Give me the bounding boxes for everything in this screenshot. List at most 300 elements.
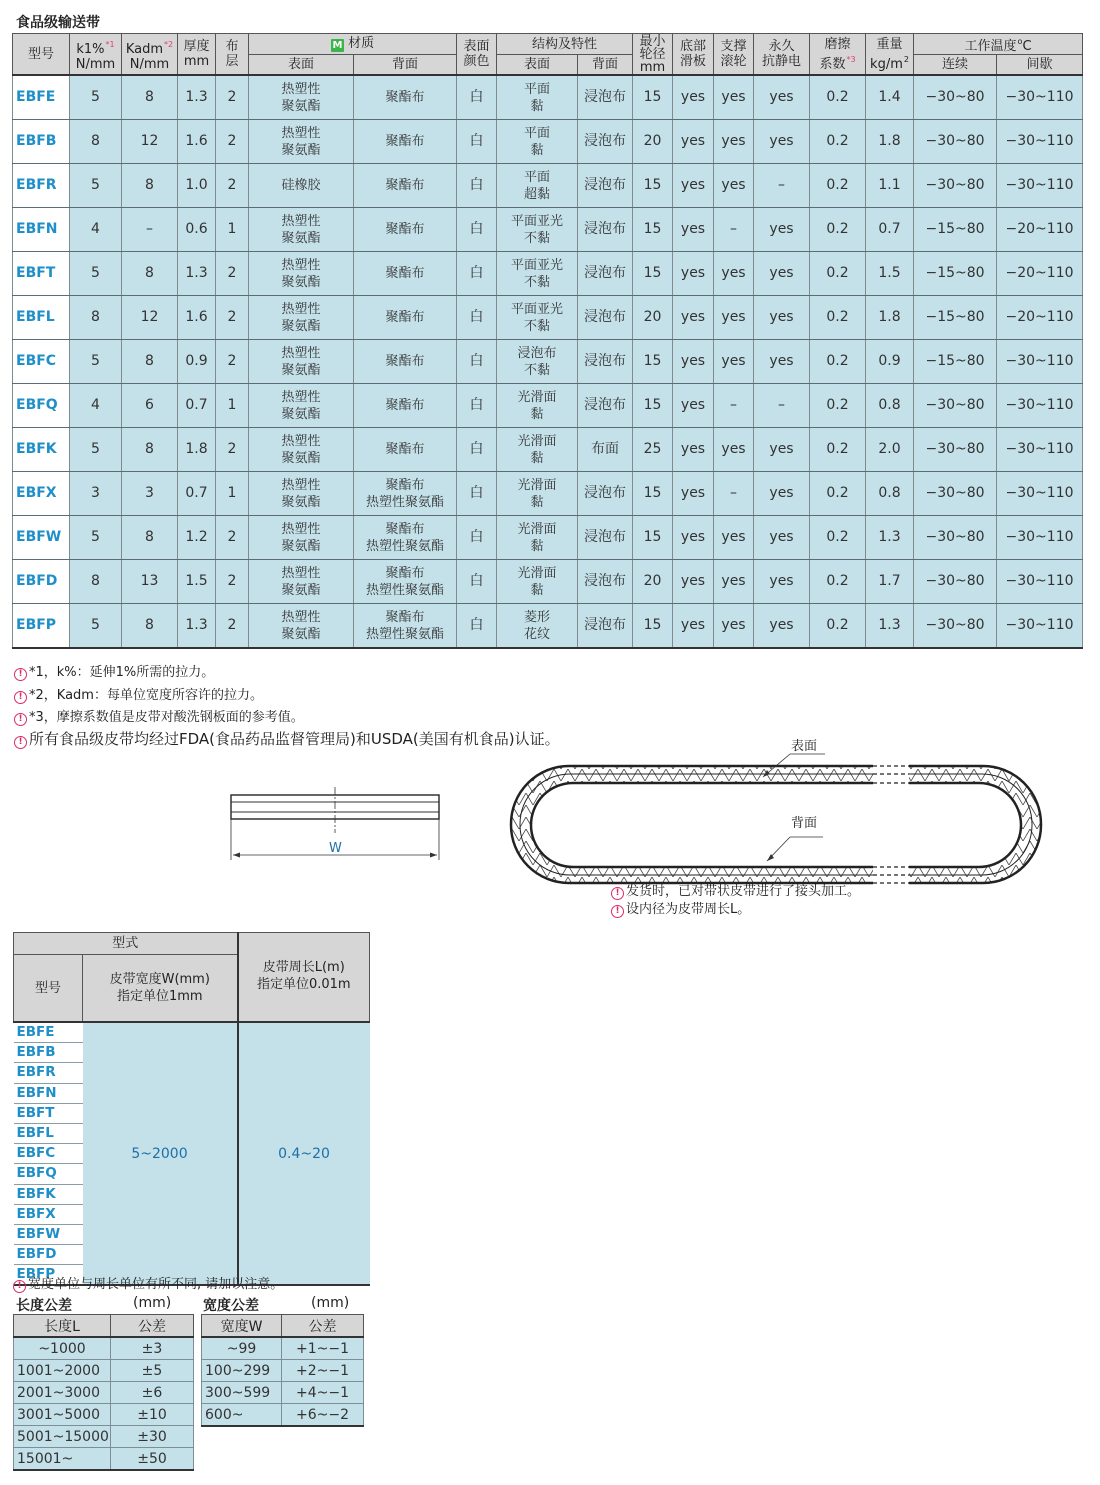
bottom-slide-cell: yes [673, 120, 714, 164]
model-header: 型号 [14, 955, 83, 1023]
weight-cell: 0.8 [866, 384, 914, 428]
k1-cell: 8 [70, 120, 122, 164]
surface-feature-cell: 光滑面 黏 [497, 428, 578, 472]
model-cell: EBFX [13, 472, 70, 516]
surface-material-cell: 热塑性 聚氨酯 [249, 340, 354, 384]
tolerance-cell: ±30 [111, 1426, 194, 1448]
surface-feature-cell: 光滑面 黏 [497, 472, 578, 516]
antistatic-cell: yes [754, 120, 810, 164]
range-cell: 2001~3000 [14, 1382, 111, 1404]
footnote-1: ! *1，k%：延伸1%所需的拉力。 [14, 661, 214, 681]
table-row [13, 560, 1083, 604]
tolerance-cell: +1~−1 [282, 1337, 364, 1360]
k1-cell: 5 [70, 75, 122, 120]
surface-material-cell: 热塑性 聚氨酯 [249, 296, 354, 340]
temp-intermittent-cell: −30~110 [997, 340, 1083, 384]
temp-continuous-cell: −30~80 [914, 75, 997, 120]
material-mark-icon: M [332, 40, 343, 51]
temp-intermittent-cell: −30~110 [997, 472, 1083, 516]
list-item: EBFC [14, 1144, 83, 1164]
col-layers: 布 层 [216, 34, 249, 76]
bottom-slide-cell: yes [673, 428, 714, 472]
kadm-cell: 8 [122, 252, 178, 296]
col-friction: 磨擦 系数$^{*3}$ [810, 34, 866, 76]
temp-intermittent-cell: −30~110 [997, 75, 1083, 120]
col-length-tol: 公差 [111, 1315, 194, 1338]
thickness-cell: 0.7 [178, 472, 216, 516]
antistatic-cell: – [754, 384, 810, 428]
table-row [13, 252, 1083, 296]
tolerance-cell: ±3 [111, 1337, 194, 1360]
friction-cell: 0.2 [810, 516, 866, 560]
back-material-cell: 聚酯布 [354, 164, 457, 208]
bottom-slide-cell: yes [673, 252, 714, 296]
width-tol-title: 宽度公差 [203, 1298, 259, 1314]
kadm-cell: 13 [122, 560, 178, 604]
layers-cell: 1 [216, 384, 249, 428]
weight-cell: 0.9 [866, 340, 914, 384]
length-header: 皮带周长L(m) 指定单位0.01m [238, 933, 370, 1023]
model-cell: EBFC [13, 340, 70, 384]
col-temp-intermittent: 间歇 [997, 55, 1083, 76]
layers-cell: 2 [216, 75, 249, 120]
col-kadm: Kadm$^{*2}$ N/mm [122, 34, 178, 76]
thickness-cell: 1.5 [178, 560, 216, 604]
surface-feature-cell: 平面 黏 [497, 120, 578, 164]
table-row [13, 340, 1083, 384]
back-feature-cell: 浸泡布 [578, 252, 633, 296]
kadm-cell: 6 [122, 384, 178, 428]
back-material-cell: 聚酯布 [354, 296, 457, 340]
model-cell: EBFD [13, 560, 70, 604]
k1-cell: 5 [70, 252, 122, 296]
col-length: 长度L [14, 1315, 111, 1338]
surface-material-cell: 热塑性 聚氨酯 [249, 604, 354, 649]
temp-intermittent-cell: −20~110 [997, 208, 1083, 252]
back-material-cell: 聚酯布 [354, 384, 457, 428]
table-row [13, 164, 1083, 208]
unit-note: ! 宽度单位与周长单位有所不同, 请加以注意。 [13, 1273, 283, 1293]
width-header: 皮带宽度W(mm) 指定单位1mm [83, 955, 238, 1023]
range-cell: ~1000 [14, 1337, 111, 1360]
support-roller-cell: yes [714, 75, 754, 120]
col-material-back: 背面 [354, 55, 457, 76]
range-cell: 600~ [202, 1404, 282, 1427]
surface-feature-cell: 菱形 花纹 [497, 604, 578, 649]
warning-icon: ! [14, 691, 27, 704]
friction-cell: 0.2 [810, 164, 866, 208]
model-list [14, 1023, 83, 1284]
k1-cell: 5 [70, 340, 122, 384]
min-diameter-cell: 15 [633, 516, 673, 560]
support-roller-cell: yes [714, 428, 754, 472]
bottom-slide-cell: yes [673, 340, 714, 384]
layers-cell: 2 [216, 164, 249, 208]
bottom-slide-cell: yes [673, 560, 714, 604]
weight-cell: 1.7 [866, 560, 914, 604]
temp-intermittent-cell: −30~110 [997, 560, 1083, 604]
model-cell: EBFQ [13, 384, 70, 428]
antistatic-cell: yes [754, 428, 810, 472]
table-row [14, 1404, 194, 1426]
layers-cell: 2 [216, 428, 249, 472]
min-diameter-cell: 15 [633, 208, 673, 252]
support-roller-cell: yes [714, 516, 754, 560]
friction-cell: 0.2 [810, 340, 866, 384]
table-row [13, 296, 1083, 340]
range-cell: 5001~15000 [14, 1426, 111, 1448]
surface-material-cell: 热塑性 聚氨酯 [249, 208, 354, 252]
surface-material-cell: 热塑性 聚氨酯 [249, 428, 354, 472]
belt-loop-diagram [505, 745, 1050, 885]
antistatic-cell: yes [754, 472, 810, 516]
col-k1: k1%$^{*1}$ N/mm [70, 34, 122, 76]
temp-continuous-cell: −15~80 [914, 340, 997, 384]
model-cell: EBFB [13, 120, 70, 164]
min-diameter-cell: 15 [633, 604, 673, 649]
model-cell: EBFT [13, 252, 70, 296]
col-bottom-slide: 底部 滑板 [673, 34, 714, 76]
temp-continuous-cell: −30~80 [914, 384, 997, 428]
temp-continuous-cell: −30~80 [914, 428, 997, 472]
support-roller-cell: yes [714, 164, 754, 208]
model-cell: EBFK [13, 428, 70, 472]
back-feature-cell: 浸泡布 [578, 296, 633, 340]
color-cell: 白 [457, 516, 497, 560]
weight-cell: 0.8 [866, 472, 914, 516]
tolerance-cell: ±10 [111, 1404, 194, 1426]
bottom-slide-cell: yes [673, 296, 714, 340]
surface-material-cell: 热塑性 聚氨酯 [249, 516, 354, 560]
back-feature-cell: 布面 [578, 428, 633, 472]
kadm-cell: 3 [122, 472, 178, 516]
color-cell: 白 [457, 604, 497, 649]
table-row [202, 1360, 364, 1382]
k1-cell: 3 [70, 472, 122, 516]
col-structure-surface: 表面 [497, 55, 578, 76]
weight-cell: 1.1 [866, 164, 914, 208]
support-roller-cell: – [714, 384, 754, 428]
antistatic-cell: yes [754, 340, 810, 384]
col-weight: 重量 $kg/m^2$ [866, 34, 914, 76]
bottom-slide-cell: yes [673, 472, 714, 516]
back-feature-cell: 浸泡布 [578, 472, 633, 516]
min-diameter-cell: 25 [633, 428, 673, 472]
min-diameter-cell: 15 [633, 340, 673, 384]
color-cell: 白 [457, 75, 497, 120]
kadm-cell: 12 [122, 296, 178, 340]
footnote-3: ! *3，摩擦系数值是皮带对酸洗钢板面的参考值。 [14, 706, 304, 726]
range-cell: 3001~5000 [14, 1404, 111, 1426]
thickness-cell: 1.6 [178, 296, 216, 340]
thickness-cell: 1.3 [178, 75, 216, 120]
color-cell: 白 [457, 164, 497, 208]
table-row [13, 472, 1083, 516]
weight-cell: 2.0 [866, 428, 914, 472]
min-diameter-cell: 20 [633, 560, 673, 604]
thickness-cell: 0.7 [178, 384, 216, 428]
list-item: EBFE [14, 1023, 83, 1043]
antistatic-cell: yes [754, 296, 810, 340]
length-range: 0.4~20 [238, 1022, 370, 1285]
tolerance-cell: ±50 [111, 1448, 194, 1471]
weight-cell: 1.4 [866, 75, 914, 120]
temp-intermittent-cell: −30~110 [997, 516, 1083, 560]
table-row [14, 1360, 194, 1382]
surface-material-cell: 热塑性 聚氨酯 [249, 75, 354, 120]
temp-intermittent-cell: −30~110 [997, 384, 1083, 428]
support-roller-cell: yes [714, 560, 754, 604]
tolerance-cell: +4~−1 [282, 1382, 364, 1404]
col-structure: 结构及特性 [497, 34, 633, 55]
layers-cell: 2 [216, 516, 249, 560]
col-width-tol: 公差 [282, 1315, 364, 1338]
back-material-cell: 聚酯布 热塑性聚氨酯 [354, 604, 457, 649]
table-row [13, 120, 1083, 164]
temp-continuous-cell: −15~80 [914, 208, 997, 252]
model-cell: EBFP [13, 604, 70, 649]
certification-note: ! 所有食品级皮带均经过FDA(食品药品监督管理局)和USDA(美国有机食品)认证。 [14, 728, 560, 749]
table-row [13, 75, 1083, 120]
table-row [13, 604, 1083, 649]
selection-table [13, 932, 370, 1286]
surface-label: 表面 [791, 739, 818, 754]
back-material-cell: 聚酯布 热塑性聚氨酯 [354, 472, 457, 516]
col-material: M 材质 [249, 34, 457, 55]
kadm-cell: 8 [122, 604, 178, 649]
warning-icon: ! [13, 1280, 26, 1293]
kadm-cell: – [122, 208, 178, 252]
layers-cell: 2 [216, 296, 249, 340]
k1-cell: 8 [70, 296, 122, 340]
width-range: 5~2000 [83, 1022, 238, 1285]
friction-cell: 0.2 [810, 472, 866, 516]
tolerance-cell: ±6 [111, 1382, 194, 1404]
col-antistatic: 永久 抗静电 [754, 34, 810, 76]
warning-icon: ! [611, 887, 624, 900]
friction-cell: 0.2 [810, 428, 866, 472]
k1-cell: 5 [70, 428, 122, 472]
list-item: EBFP [14, 1265, 83, 1284]
col-width: 宽度W [202, 1315, 282, 1338]
min-diameter-cell: 15 [633, 472, 673, 516]
bottom-slide-cell: yes [673, 164, 714, 208]
back-feature-cell: 浸泡布 [578, 604, 633, 649]
weight-cell: 1.3 [866, 516, 914, 560]
min-diameter-cell: 15 [633, 164, 673, 208]
range-cell: 15001~ [14, 1448, 111, 1471]
weight-cell: 1.8 [866, 120, 914, 164]
surface-feature-cell: 浸泡布 不黏 [497, 340, 578, 384]
friction-cell: 0.2 [810, 75, 866, 120]
model-cell: EBFN [13, 208, 70, 252]
k1-cell: 4 [70, 384, 122, 428]
k1-cell: 8 [70, 560, 122, 604]
back-material-cell: 聚酯布 [354, 208, 457, 252]
layers-cell: 2 [216, 340, 249, 384]
layers-cell: 1 [216, 208, 249, 252]
diagram-note-1: ! 发货时，已对带状皮带进行了接头加工。 [611, 880, 860, 900]
tolerance-cell: +2~−1 [282, 1360, 364, 1382]
surface-feature-cell: 平面亚光 不黏 [497, 252, 578, 296]
list-item: EBFQ [14, 1164, 83, 1184]
bottom-slide-cell: yes [673, 384, 714, 428]
back-material-cell: 聚酯布 [354, 340, 457, 384]
thickness-cell: 0.6 [178, 208, 216, 252]
kadm-cell: 8 [122, 75, 178, 120]
list-item: EBFN [14, 1084, 83, 1104]
surface-feature-cell: 平面亚光 不黏 [497, 208, 578, 252]
surface-material-cell: 热塑性 聚氨酯 [249, 472, 354, 516]
list-item: EBFL [14, 1124, 83, 1144]
list-item: EBFK [14, 1185, 83, 1205]
range-cell: 300~599 [202, 1382, 282, 1404]
back-material-cell: 聚酯布 [354, 428, 457, 472]
k1-cell: 5 [70, 164, 122, 208]
temp-intermittent-cell: −30~110 [997, 120, 1083, 164]
surface-feature-cell: 光滑面 黏 [497, 560, 578, 604]
back-feature-cell: 浸泡布 [578, 340, 633, 384]
model-cell: EBFR [13, 164, 70, 208]
table-row [14, 1426, 194, 1448]
support-roller-cell: yes [714, 252, 754, 296]
bottom-slide-cell: yes [673, 516, 714, 560]
layers-cell: 1 [216, 472, 249, 516]
temp-continuous-cell: −30~80 [914, 560, 997, 604]
antistatic-cell: yes [754, 208, 810, 252]
friction-cell: 0.2 [810, 252, 866, 296]
col-color: 表面 颜色 [457, 34, 497, 76]
table-row [13, 428, 1083, 472]
length-tolerance-table [13, 1314, 194, 1471]
support-roller-cell: – [714, 472, 754, 516]
weight-cell: 0.7 [866, 208, 914, 252]
antistatic-cell: yes [754, 252, 810, 296]
weight-cell: 1.8 [866, 296, 914, 340]
temp-continuous-cell: −15~80 [914, 296, 997, 340]
color-cell: 白 [457, 472, 497, 516]
friction-cell: 0.2 [810, 560, 866, 604]
antistatic-cell: yes [754, 604, 810, 649]
table-row [14, 1448, 194, 1471]
list-item: EBFX [14, 1205, 83, 1225]
list-item: EBFB [14, 1043, 83, 1063]
col-material-surface: 表面 [249, 55, 354, 76]
list-item: EBFD [14, 1245, 83, 1265]
thickness-cell: 1.3 [178, 252, 216, 296]
surface-feature-cell: 光滑面 黏 [497, 384, 578, 428]
support-roller-cell: yes [714, 340, 754, 384]
table-row [14, 1382, 194, 1404]
back-material-cell: 聚酯布 [354, 252, 457, 296]
antistatic-cell: yes [754, 560, 810, 604]
width-tol-unit: (mm) [311, 1295, 350, 1311]
back-feature-cell: 浸泡布 [578, 164, 633, 208]
footnote-2: ! *2，Kadm：每单位宽度所容许的拉力。 [14, 684, 263, 704]
col-structure-back: 背面 [578, 55, 633, 76]
support-roller-cell: yes [714, 120, 754, 164]
list-item: EBFW [14, 1225, 83, 1245]
table-row [13, 516, 1083, 560]
thickness-cell: 1.3 [178, 604, 216, 649]
bottom-slide-cell: yes [673, 604, 714, 649]
thickness-cell: 1.8 [178, 428, 216, 472]
color-cell: 白 [457, 560, 497, 604]
table-row [202, 1337, 364, 1360]
color-cell: 白 [457, 208, 497, 252]
weight-cell: 1.5 [866, 252, 914, 296]
support-roller-cell: yes [714, 604, 754, 649]
table-row [13, 208, 1083, 252]
range-cell: ~99 [202, 1337, 282, 1360]
back-material-cell: 聚酯布 热塑性聚氨酯 [354, 516, 457, 560]
antistatic-cell: – [754, 164, 810, 208]
warning-icon: ! [611, 905, 624, 918]
antistatic-cell: yes [754, 75, 810, 120]
back-feature-cell: 浸泡布 [578, 208, 633, 252]
range-cell: 1001~2000 [14, 1360, 111, 1382]
surface-feature-cell: 光滑面 黏 [497, 516, 578, 560]
model-cell: EBFW [13, 516, 70, 560]
k1-cell: 4 [70, 208, 122, 252]
list-item: EBFR [14, 1063, 83, 1083]
back-feature-cell: 浸泡布 [578, 516, 633, 560]
tolerance-cell: +6~−2 [282, 1404, 364, 1427]
surface-feature-cell: 平面亚光 不黏 [497, 296, 578, 340]
surface-material-cell: 热塑性 聚氨酯 [249, 252, 354, 296]
page-title: 食品级输送带 [16, 15, 100, 31]
friction-cell: 0.2 [810, 384, 866, 428]
back-material-cell: 聚酯布 [354, 75, 457, 120]
length-tol-title: 长度公差 [16, 1298, 72, 1314]
surface-feature-cell: 平面 黏 [497, 75, 578, 120]
model-cell: EBFL [13, 296, 70, 340]
col-temperature: 工作温度$^o$C [914, 34, 1083, 55]
min-diameter-cell: 20 [633, 296, 673, 340]
temp-intermittent-cell: −20~110 [997, 252, 1083, 296]
color-cell: 白 [457, 340, 497, 384]
support-roller-cell: – [714, 208, 754, 252]
color-cell: 白 [457, 428, 497, 472]
friction-cell: 0.2 [810, 604, 866, 649]
warning-icon: ! [14, 736, 27, 749]
kadm-cell: 8 [122, 428, 178, 472]
table-row [202, 1382, 364, 1404]
layers-cell: 2 [216, 604, 249, 649]
temp-continuous-cell: −30~80 [914, 164, 997, 208]
antistatic-cell: yes [754, 516, 810, 560]
back-feature-cell: 浸泡布 [578, 75, 633, 120]
temp-intermittent-cell: −30~110 [997, 604, 1083, 649]
friction-cell: 0.2 [810, 296, 866, 340]
weight-cell: 1.3 [866, 604, 914, 649]
friction-cell: 0.2 [810, 120, 866, 164]
surface-material-cell: 热塑性 聚氨酯 [249, 384, 354, 428]
min-diameter-cell: 15 [633, 384, 673, 428]
range-cell: 100~299 [202, 1360, 282, 1382]
color-cell: 白 [457, 384, 497, 428]
temp-continuous-cell: −15~80 [914, 252, 997, 296]
diagram-note-2: ! 设内径为皮带周长L。 [611, 898, 750, 918]
friction-cell: 0.2 [810, 208, 866, 252]
temp-continuous-cell: −30~80 [914, 120, 997, 164]
thickness-cell: 1.0 [178, 164, 216, 208]
list-item: EBFT [14, 1104, 83, 1124]
min-diameter-cell: 20 [633, 120, 673, 164]
col-min-diameter: 最小 轮径 mm [633, 34, 673, 76]
layers-cell: 2 [216, 252, 249, 296]
temp-continuous-cell: −30~80 [914, 472, 997, 516]
